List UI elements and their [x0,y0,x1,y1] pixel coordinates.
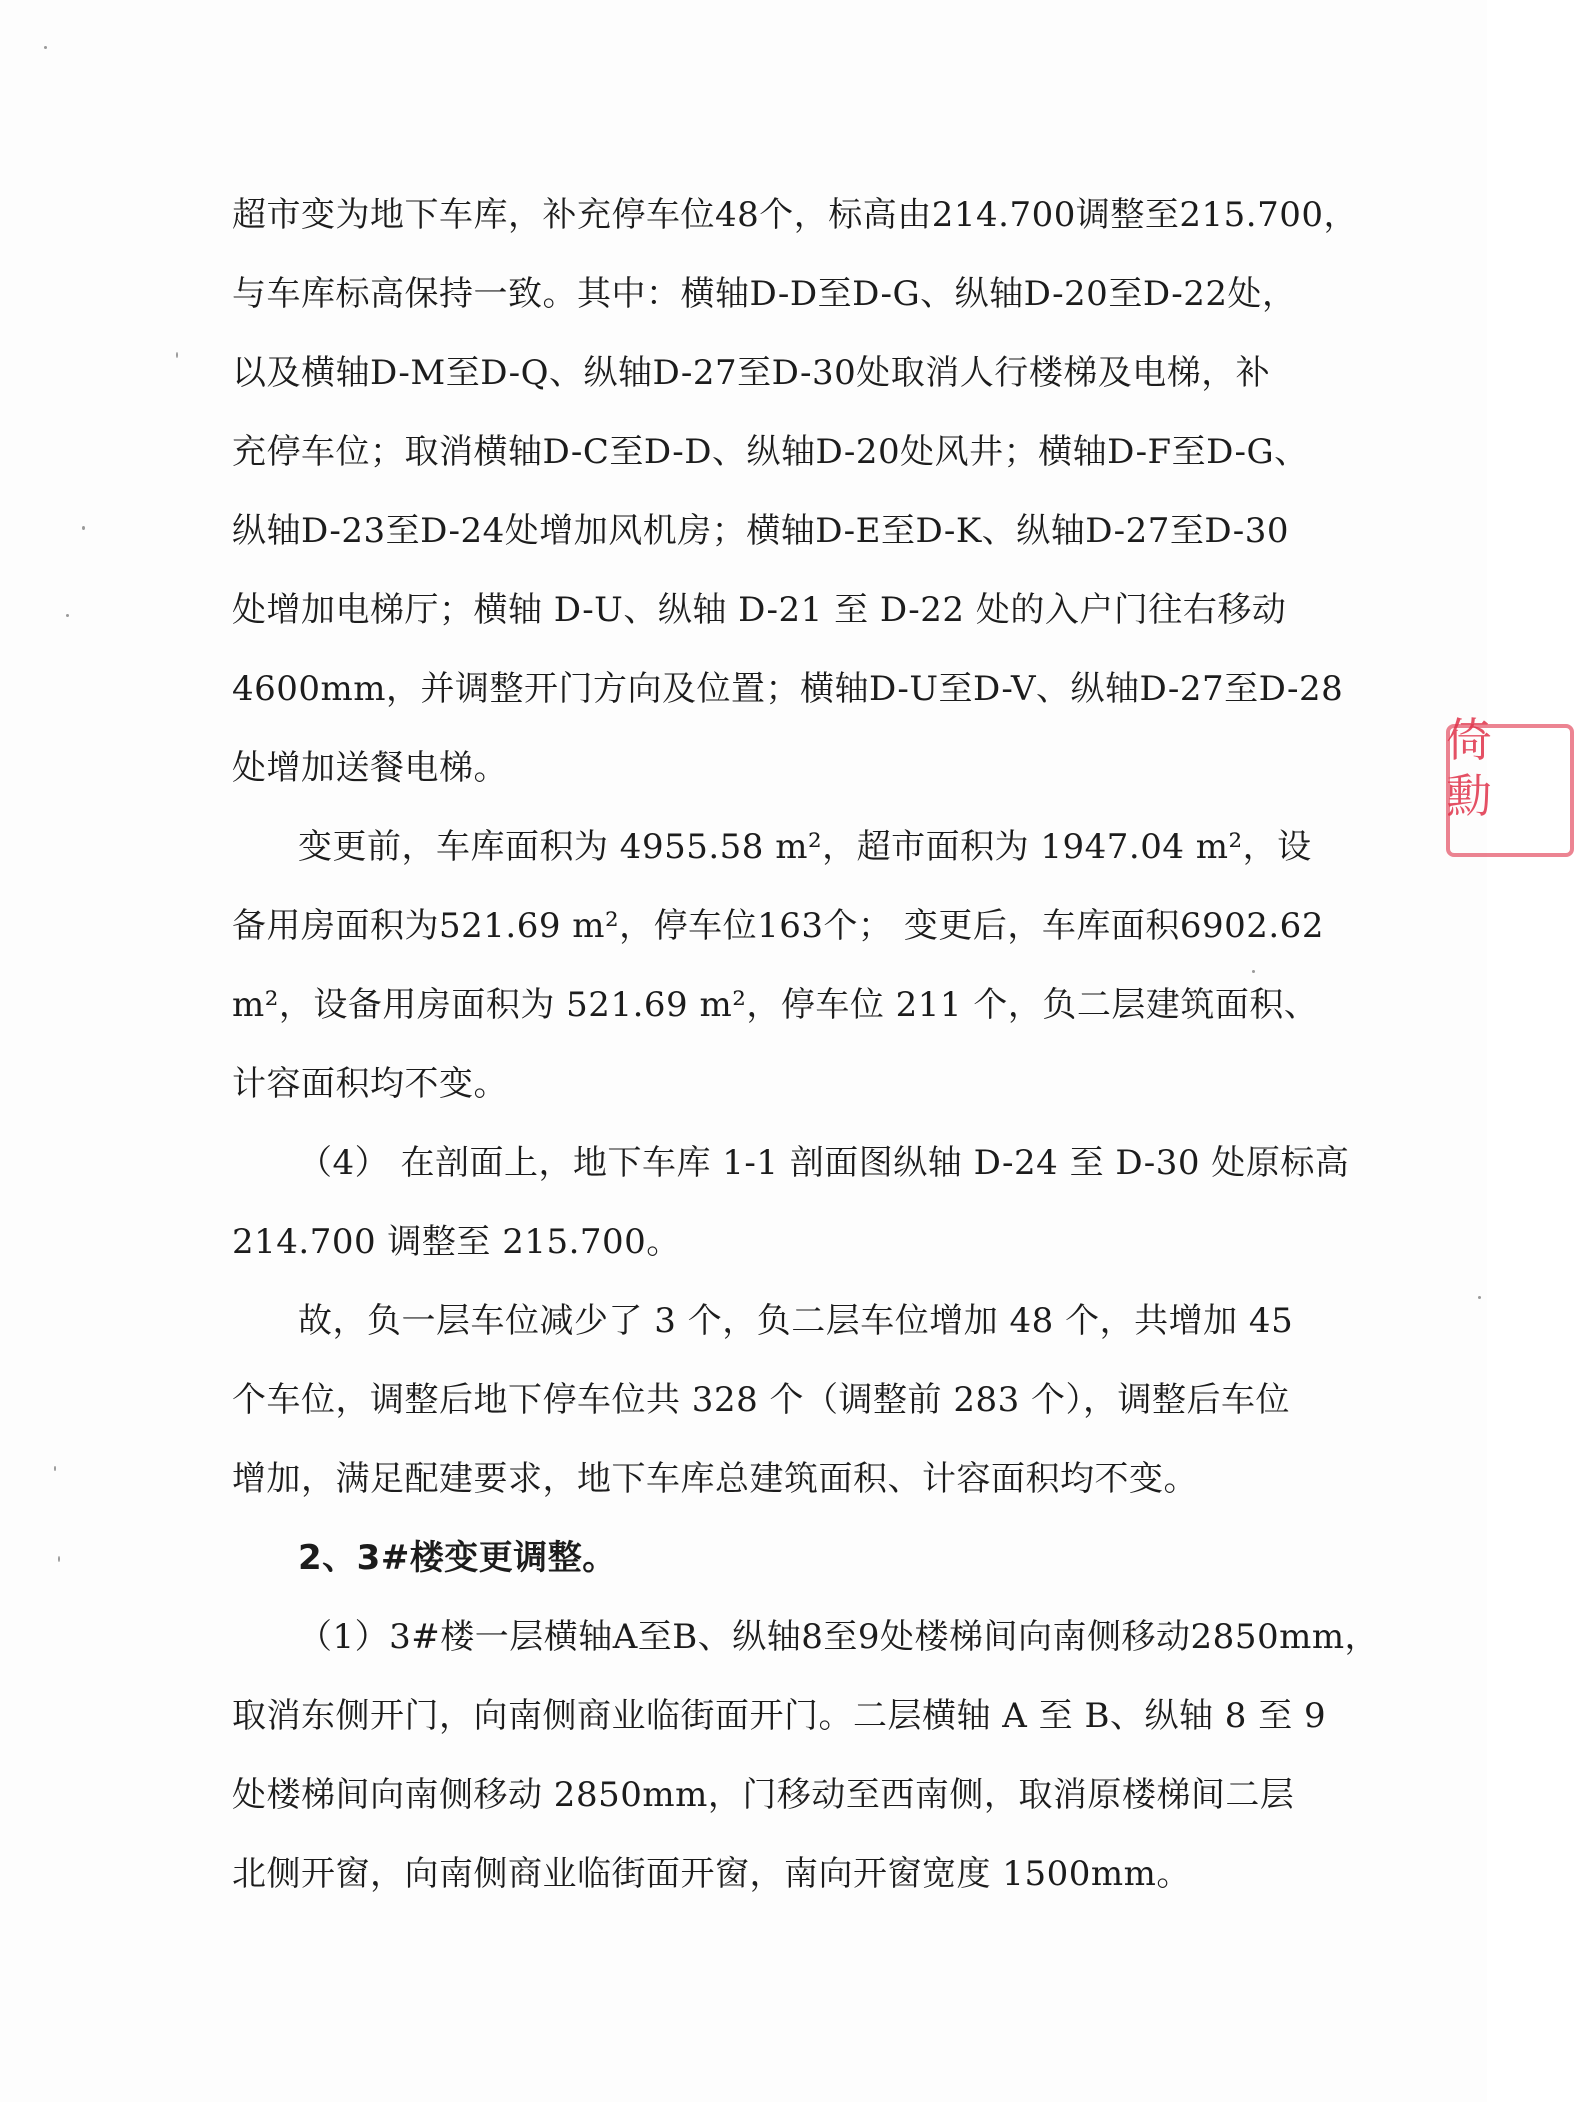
body-line-21: 处楼梯间向南侧移动 2850mm，门移动至西南侧，取消原楼梯间二层 [232,1775,1295,1815]
scan-speck [1478,1296,1481,1299]
body-line-2: 与车库标高保持一致。其中：横轴D-D至D-G、纵轴D-20至D-22处， [232,274,1297,314]
body-line-14: 214.700 调整至 215.700。 [232,1222,681,1262]
body-line-3: 以及横轴D-M至D-Q、纵轴D-27至D-30处取消人行楼梯及电梯，补 [232,353,1271,393]
body-line-1: 超市变为地下车库，补充停车位48个，标高由214.700调整至215.700， [232,195,1358,235]
body-line-10: 备用房面积为521.69 m²，停车位163个； 变更后，车库面积6902.62 [232,906,1324,946]
body-line-8: 处增加送餐电梯。 [232,748,508,788]
body-line-6: 处增加电梯厅；横轴 D-U、纵轴 D-21 至 D-22 处的入户门往右移动 [232,590,1287,630]
body-line-13: （4） 在剖面上，地下车库 1-1 剖面图纵轴 D-24 至 D-30 处原标高 [298,1143,1350,1183]
body-line-11: m²，设备用房面积为 521.69 m²，停车位 211 个，负二层建筑面积、 [232,985,1319,1025]
body-line-22: 北侧开窗，向南侧商业临街面开窗，南向开窗宽度 1500mm。 [232,1854,1191,1894]
body-line-16: 个车位，调整后地下停车位共 328 个（调整前 283 个），调整后车位 [232,1380,1291,1420]
section-heading: 2、3#楼变更调整。 [298,1538,617,1578]
body-line-4: 充停车位；取消横轴D-C至D-D、纵轴D-20处风井；横轴D-F至D-G、 [232,432,1309,472]
body-line-7: 4600mm，并调整开门方向及位置；横轴D-U至D-V、纵轴D-27至D-28 [232,669,1344,709]
body-line-20: 取消东侧开门，向南侧商业临街面开门。二层横轴 A 至 B、纵轴 8 至 9 [232,1696,1327,1736]
scan-speck [58,1556,60,1562]
body-line-5: 纵轴D-23至D-24处增加风机房；横轴D-E至D-K、纵轴D-27至D-30 [232,511,1290,551]
body-line-15: 故，负一层车位减少了 3 个，负二层车位增加 48 个，共增加 45 [298,1301,1294,1341]
body-line-9: 变更前，车库面积为 4955.58 m²，超市面积为 1947.04 m²，设 [298,827,1312,867]
body-line-12: 计容面积均不变。 [232,1064,508,1104]
body-line-19: （1）3#楼一层横轴A至B、纵轴8至9处楼梯间向南侧移动2850mm， [298,1617,1380,1657]
document-body [232,176,1380,1914]
scan-speck [82,526,85,530]
seal-char-1: 倚 [1446,713,1492,767]
seal-char-2: 勳 [1446,769,1492,823]
seal-text [1446,712,1492,862]
scan-speck [54,1466,56,1471]
scan-speck [1252,970,1255,973]
scan-speck [176,352,178,358]
scan-speck [44,46,47,49]
body-line-17: 增加，满足配建要求，地下车库总建筑面积、计容面积均不变。 [232,1459,1198,1499]
red-seal-stamp [1446,712,1506,862]
scan-speck [66,614,69,617]
